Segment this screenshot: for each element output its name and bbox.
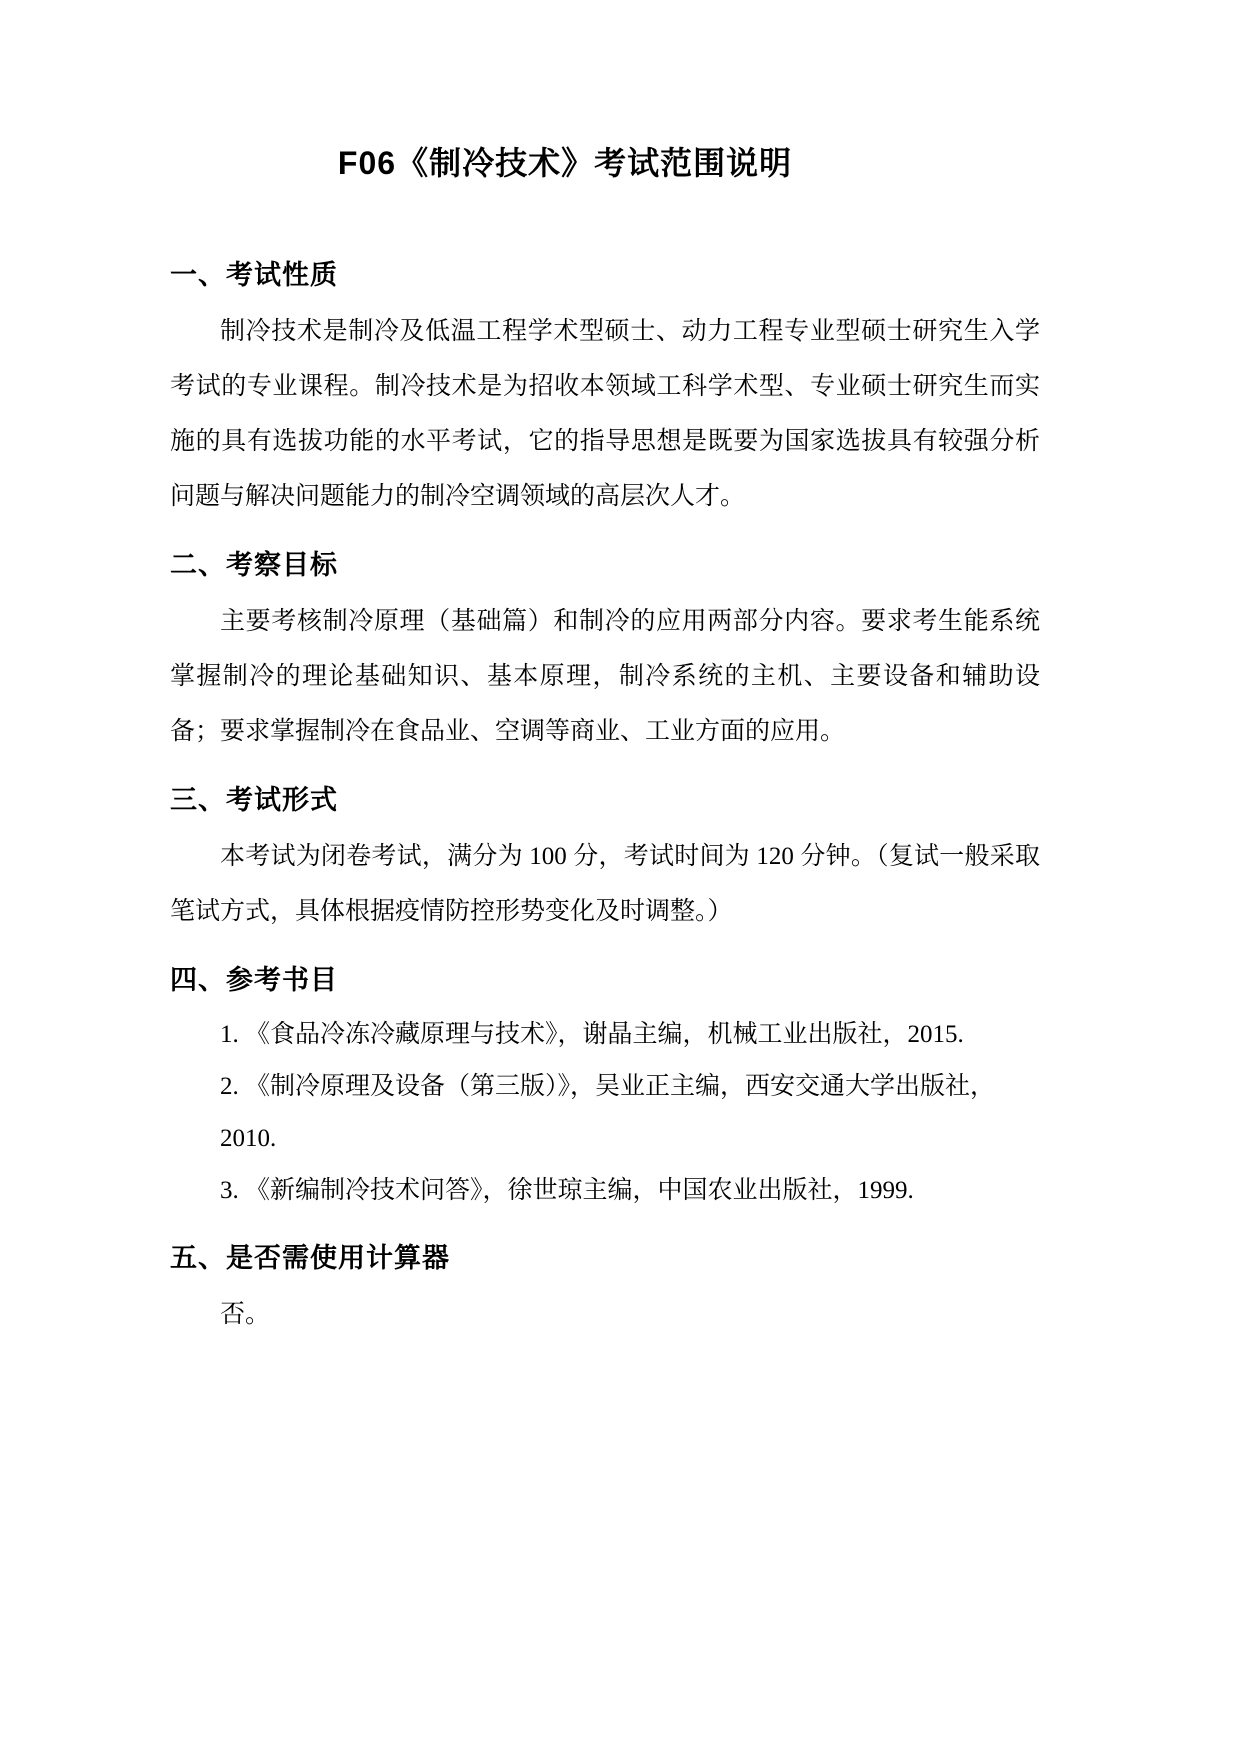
section-exam-nature — [170, 258, 1040, 524]
section-heading-assessment-goals: 二、考察目标 — [170, 550, 338, 580]
section-exam-format — [170, 783, 1040, 939]
book-item-2: 2. 《制冷原理及设备（第三版）》，吴业正主编，西安交通大学出版社，2010. — [220, 1073, 996, 1152]
book-item-1: 1. 《食品冷冻冷藏原理与技术》，谢晶主编，机械工业出版社，2015. — [220, 1021, 964, 1048]
section-heading-calculator: 五、是否需使用计算器 — [170, 1243, 450, 1273]
section-assessment-goals — [170, 548, 1040, 759]
paragraph-assessment-goals: 主要考核制冷原理（基础篇）和制冷的应用两部分内容。要求考生能系统掌握制冷的理论基础知识、基本原理，制冷系统的主机、主要设备和辅助设备；要求掌握制冷在食品业、空调等商业、工业方面的应用。 — [170, 608, 1040, 745]
paragraph-exam-format: 本考试为闭卷考试，满分为 100 分，考试时间为 120 分钟。（复试一般采取笔试方式，具体根据疫情防控形势变化及时调整。） — [170, 843, 1040, 925]
section-calculator — [170, 1241, 1040, 1342]
book-item-3: 3. 《新编制冷技术问答》，徐世琼主编，中国农业出版社，1999. — [220, 1177, 914, 1204]
section-heading-exam-format: 三、考试形式 — [170, 785, 338, 815]
reference-book-list — [170, 1009, 1040, 1217]
section-heading-exam-nature: 一、考试性质 — [170, 260, 338, 290]
paragraph-exam-nature: 制冷技术是制冷及低温工程学术型硕士、动力工程专业型硕士研究生入学考试的专业课程。制冷技术是为招收本领域工科学术型、专业硕士研究生而实施的具有选拔功能的水平考试，它的指导思想是既要为国家选拔具有较强分析问题与解决问题能力的制冷空调领域的高层次人才。 — [170, 318, 1040, 510]
paragraph-calculator-answer: 否。 — [220, 1301, 271, 1328]
section-heading-reference-books: 四、参考书目 — [170, 965, 338, 995]
section-reference-books — [170, 963, 1040, 1217]
page-title: F06《制冷技术》考试范围说明 — [337, 145, 793, 181]
